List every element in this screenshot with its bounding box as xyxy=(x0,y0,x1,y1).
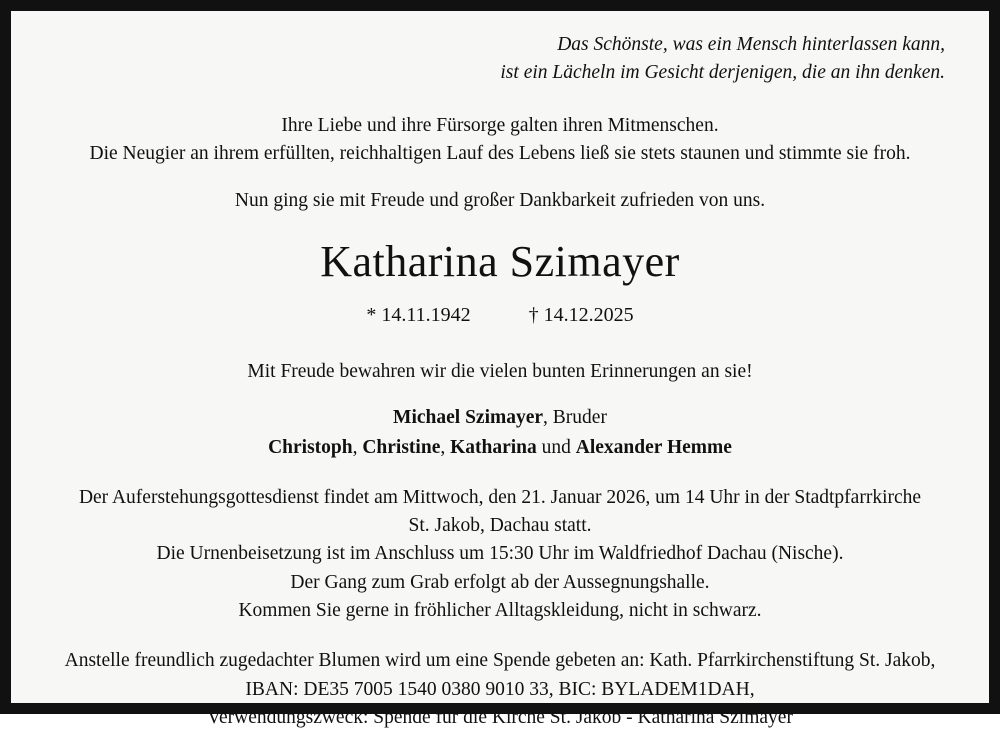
family-line-2 xyxy=(35,433,965,462)
family-separator-1: , xyxy=(352,436,363,458)
life-dates xyxy=(35,304,965,327)
family-member-christine: Christine xyxy=(362,436,441,458)
family-conjunction: und xyxy=(536,436,576,458)
intro-line-3: Nun ging sie mit Freude und großer Dankbarkeit zufrieden von uns. xyxy=(234,190,766,212)
intro-text-secondary xyxy=(35,190,965,212)
family-member-alexander-hemme: Alexander Hemme xyxy=(575,436,732,458)
donation-iban-line: IBAN: DE35 7005 1540 0380 9010 33, BIC: BYLADEM1DAH, xyxy=(245,678,755,700)
service-line-1: Der Auferstehungsgottesdienst findet am Mittwoch, den 21. Januar 2026, um 14 Uhr in der Stadtpfarrkirche xyxy=(78,486,922,508)
intro-line-2: Die Neugier an ihrem erfüllten, reichhaltigen Lauf des Lebens ließ sie stets staunen und stimmte sie froh. xyxy=(89,142,911,164)
service-line-3: Die Urnenbeisetzung ist im Anschluss um 15:30 Uhr im Waldfriedhof Dachau (Nische). xyxy=(156,543,844,565)
deceased-name: Katharina Szimayer xyxy=(320,237,680,287)
donation-details xyxy=(35,647,965,732)
family-member-christoph: Christoph xyxy=(268,436,353,458)
family-block xyxy=(35,403,965,462)
intro-text xyxy=(35,112,965,169)
birth-date: * 14.11.1942 xyxy=(366,304,471,327)
donation-purpose-line: Verwendungszweck: Spende für die Kirche St. Jakob - Katharina Szimayer xyxy=(207,706,793,728)
donation-line-1: Anstelle freundlich zugedachter Blumen wird um eine Spende gebeten an: Kath. Pfarrkirchenstiftung St. Jakob, xyxy=(64,650,936,672)
family-relation-bruder: , Bruder xyxy=(543,407,607,429)
service-details xyxy=(35,484,965,625)
service-line-2: St. Jakob, Dachau statt. xyxy=(408,515,592,537)
epitaph-line-1: Das Schönste, was ein Mensch hinterlassen kann, xyxy=(557,34,945,55)
epitaph-line-2: ist ein Lächeln im Gesicht derjenigen, die an ihn denken. xyxy=(500,62,945,84)
family-member-katharina: Katharina xyxy=(450,436,537,458)
death-date: † 14.12.2025 xyxy=(528,304,634,327)
intro-line-1: Ihre Liebe und ihre Fürsorge galten ihren Mitmenschen. xyxy=(281,114,719,136)
family-line-1 xyxy=(35,403,965,432)
family-member-michael: Michael Szimayer xyxy=(393,407,544,429)
service-line-4: Der Gang zum Grab erfolgt ab der Aussegnungshalle. xyxy=(290,571,710,593)
family-separator-2: , xyxy=(440,436,451,458)
memory-line: Mit Freude bewahren wir die vielen bunten Erinnerungen an sie! xyxy=(247,361,753,383)
epitaph-quote xyxy=(35,31,965,88)
service-line-5: Kommen Sie gerne in fröhlicher Alltagskleidung, nicht in schwarz. xyxy=(238,600,762,622)
